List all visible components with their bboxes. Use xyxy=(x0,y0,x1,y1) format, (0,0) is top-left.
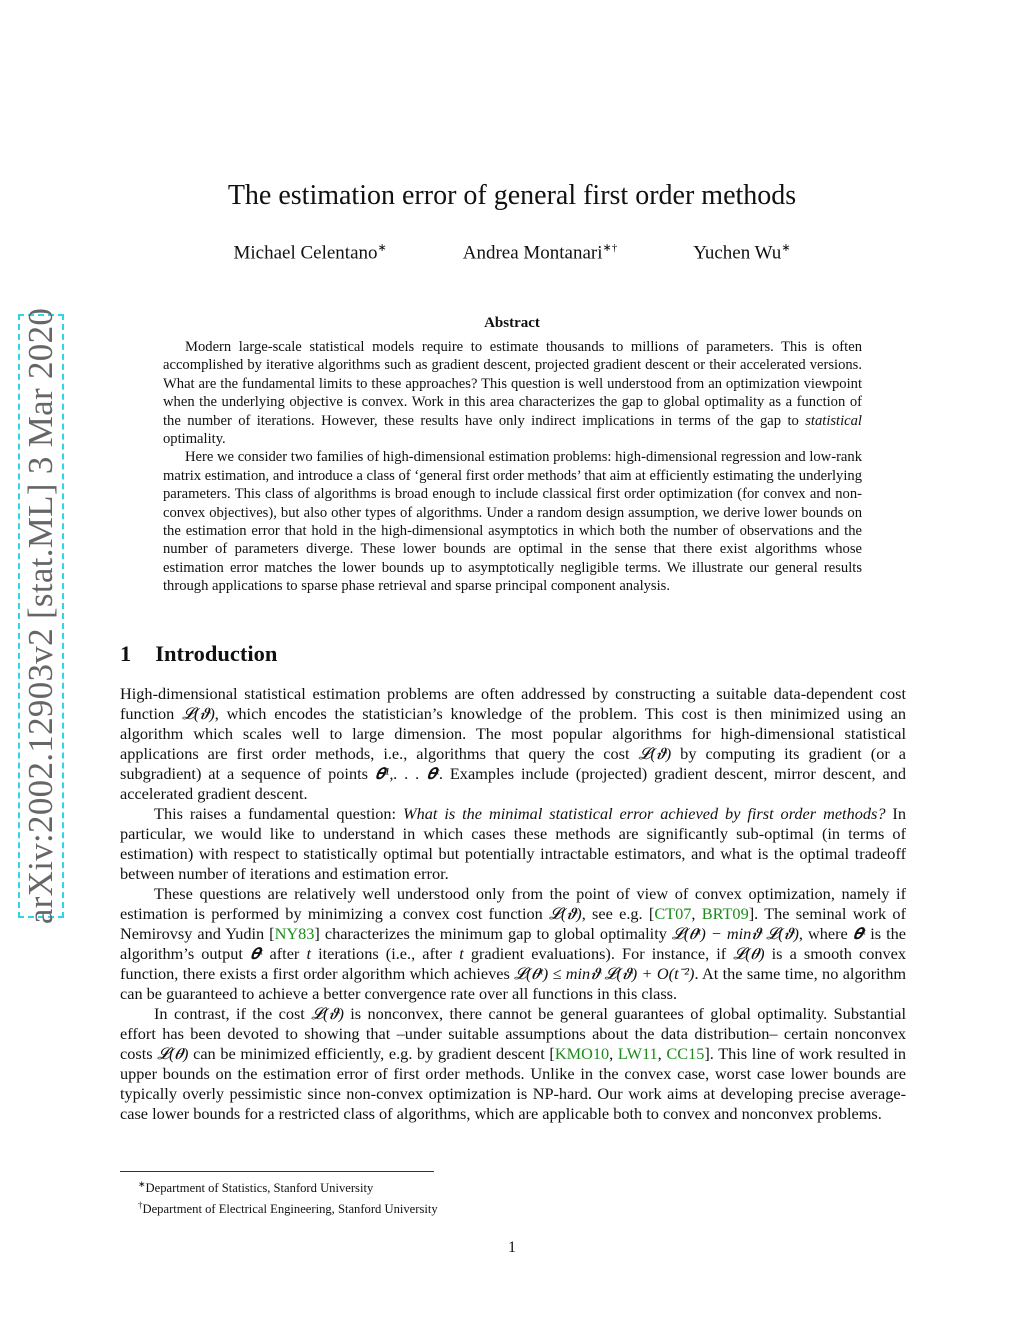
intro-paragraph: In contrast, if the cost 𝓛(𝝑) is nonconvex, there cannot be general guarantees of global optimality. Substantial effort has been devoted to showing that –under suitable assumptions about the data distribution– certain nonconvex costs 𝓛(𝜽) can be minimized efficiently, e.g. by gradient descent [KMO10, LW11, CC15]. This line of work resulted in upper bounds on the estimation error of first order methods. Unlike in the convex case, worst case lower bounds are typically overly pessimistic since non-convex optimization is NP-hard. Our work aims at developing precise average-case lower bounds for a restricted class of algorithms, which are applicable both to convex and nonconvex problems. xyxy=(120,1004,907,1123)
intro-body xyxy=(120,684,906,1124)
author: Yuchen Wu∗ xyxy=(693,242,791,264)
intro-paragraph: High-dimensional statistical estimation problems are often addressed by constructing a suitable data-dependent cost function 𝓛(𝝑), which encodes the statistician’s knowledge of the problem. This cost is then minimized using an algorithm which scales well to large dimension. The most popular algorithms for high-dimensional statistical applications are first order methods, i.e., algorithms that query the cost 𝓛(𝝑) by computing its gradient (or a subgradient) at a sequence of points 𝜽¹,. . . 𝜽ᵗ. Examples include (projected) gradient descent, mirror descent, and accelerated gradient descent. xyxy=(120,684,907,803)
footnote-divider xyxy=(120,1171,434,1172)
author: Andrea Montanari∗† xyxy=(462,242,618,264)
section-heading xyxy=(120,641,277,667)
footnotes xyxy=(138,1176,838,1218)
author-mark: ∗ xyxy=(781,242,791,254)
paper-title: The estimation error of general first order methods xyxy=(227,180,797,211)
page-number: 1 xyxy=(508,1239,516,1256)
author-list xyxy=(200,235,824,266)
citation-link[interactable]: CT07 xyxy=(654,904,692,923)
author-mark: ∗† xyxy=(602,242,618,254)
citation-link[interactable]: BRT09 xyxy=(701,904,749,923)
intro-paragraph: This raises a fundamental question: What is the minimal statistical error achieved by first order methods? In particular, we would like to understand in which cases these methods are significantly sub-optimal (in terms of estimation) with respect to statistically optimal but potentially intractable estimators, and what is the optimal tradeoff between number of iterations and estimation error. xyxy=(120,804,906,883)
author: Michael Celentano∗ xyxy=(233,242,387,264)
abstract-body xyxy=(163,338,862,596)
abstract-heading: Abstract xyxy=(484,315,540,331)
author-mark: ∗ xyxy=(377,242,387,254)
citation-link[interactable]: KMO10 xyxy=(554,1044,610,1063)
citation-link[interactable]: LW11 xyxy=(617,1044,658,1063)
section-number: 1 xyxy=(120,641,132,666)
abstract-paragraph: Modern large-scale statistical models require to estimate thousands to millions of parameters. This is often accomplished by iterative algorithms such as gradient descent, projected gradient descent or their accelerated versions. What are the fundamental limits to these approaches? This question is well understood from an optimization viewpoint when the underlying objective is convex. Work in this area characterizes the gap to global optimality as a function of the number of iterations. However, these results have only indirect implications in terms of the gap to statistical optimality. xyxy=(163,339,862,448)
citation-link[interactable]: CC15 xyxy=(666,1044,705,1063)
footnote: ∗Department of Statistics, Stanford University xyxy=(138,1179,374,1196)
intro-paragraph: These questions are relatively well understood only from the point of view of convex optimization, namely if estimation is performed by minimizing a convex cost function 𝓛(𝝑), see e.g. [CT07, BRT09]. The seminal work of Nemirovsy and Yudin [NY83] characterizes the minimum gap to global optimality 𝓛(𝜽ᵗ) − min𝝑 𝓛(𝝑), where 𝜽ᵗ is the algorithm’s output 𝜽ᵗ after t iterations (i.e., after t gradient evaluations). For instance, if 𝓛(𝜽) is a smooth convex function, there exists a first order algorithm which achieves 𝓛(𝜽ᵗ) ≤ min𝝑 𝓛(𝝑) + O(t⁻²). At the same time, no algorithm can be guaranteed to achieve a better convergence rate over all functions in this class. xyxy=(120,884,907,1003)
footnote: †Department of Electrical Engineering, Stanford University xyxy=(138,1200,438,1217)
section-title: Introduction xyxy=(155,641,278,666)
citation-link[interactable]: NY83 xyxy=(274,924,315,943)
abstract-paragraph: Here we consider two families of high-dimensional estimation problems: high-dimensional regression and low-rank matrix estimation, and introduce a class of ‘general first order methods’ that aim at efficiently estimating the underlying parameters. This class of algorithms is broad enough to include classical first order optimization (for convex and non-convex objectives), but also other types of algorithms. Under a random design assumption, we derive lower bounds on the estimation error that hold in the high-dimensional asymptotics in which both the number of observations and the number of parameters diverge. These lower bounds are optimal in the sense that there exist algorithms whose estimation error matches the lower bounds up to asymptotically negligible terms. We illustrate our general results through applications to sparse phase retrieval and sparse principal component analysis. xyxy=(163,449,862,595)
arxiv-stamp-text: arXiv:2002.12903v2 [stat.ML] 3 Mar 2020 xyxy=(21,307,60,925)
arxiv-stamp xyxy=(18,307,64,925)
